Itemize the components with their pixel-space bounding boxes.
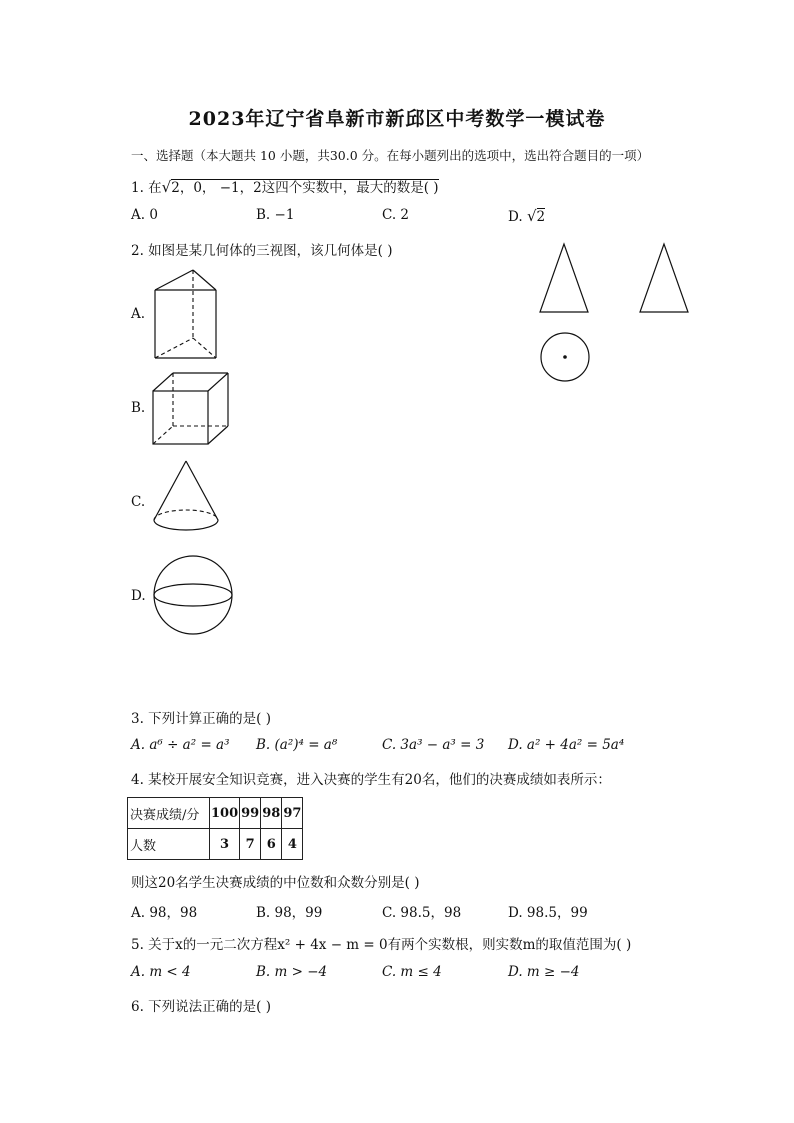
- question-4-stem: 4. 某校开展安全知识竞赛，进入决赛的学生有20名，他们的决赛成绩如表所示：: [131, 772, 611, 788]
- q2-option-a[interactable]: A.: [131, 306, 146, 322]
- table-cell: 99: [240, 798, 261, 829]
- top-view-circle: [538, 330, 592, 384]
- q3-option-b[interactable]: [256, 737, 337, 753]
- table-cell: 97: [282, 798, 303, 829]
- table-cell: 人数: [128, 829, 210, 860]
- question-5-stem: 5. 关于x的一元二次方程x² + 4x − m = 0有两个实数根，则实数m的取值范围为( ): [131, 937, 632, 953]
- sqrt-icon: √: [526, 207, 537, 225]
- q3-option-d[interactable]: [508, 737, 624, 753]
- table-cell: 100: [210, 798, 240, 829]
- triangular-prism-icon: [150, 266, 222, 362]
- q1-stem-rest: 2，0， −1，2这四个实数中，最大的数是( ): [171, 180, 439, 196]
- section-heading: 一、选择题（本大题共 10 小题，共30.0 分。在每小题列出的选项中，选出符合题目的一项）: [131, 148, 650, 163]
- table-row: [128, 798, 303, 829]
- q3-option-c[interactable]: [382, 737, 484, 753]
- q5-option-d-text: D. m ≥ −4: [508, 964, 580, 980]
- side-view-triangle: [636, 240, 692, 316]
- table-row: [128, 829, 303, 860]
- sphere-icon: [150, 552, 236, 638]
- q5-option-b-text: B. m > −4: [256, 964, 328, 980]
- q2-option-b[interactable]: B.: [131, 400, 146, 416]
- sqrt-icon: √: [161, 178, 172, 196]
- table-cell: 6: [261, 829, 282, 860]
- q1-option-c[interactable]: C. 2: [382, 207, 410, 223]
- q2-option-c[interactable]: C.: [131, 494, 146, 510]
- q5-option-d[interactable]: [508, 964, 580, 980]
- table-cell: 决赛成绩/分: [128, 798, 210, 829]
- cube-icon: [150, 370, 234, 448]
- q1-option-d[interactable]: [508, 207, 545, 225]
- q5-option-c-text: C. m ≤ 4: [382, 964, 442, 980]
- q1-stem-prefix: 1. 在: [131, 180, 162, 196]
- q3-option-a[interactable]: [131, 737, 230, 753]
- table-cell: 3: [210, 829, 240, 860]
- q4-option-c[interactable]: C. 98.5，98: [382, 905, 462, 921]
- table-cell: 98: [261, 798, 282, 829]
- question-2-stem: 2. 如图是某几何体的三视图，该几何体是( ): [131, 243, 393, 259]
- question-1-stem: [131, 176, 439, 196]
- q4-option-b[interactable]: B. 98，99: [256, 905, 323, 921]
- page-title: 2023年辽宁省阜新市新邱区中考数学一模试卷: [188, 108, 606, 130]
- q3-option-b-text: B. (a²)⁴ = a⁸: [256, 737, 338, 753]
- q4-option-a[interactable]: A. 98，98: [131, 905, 198, 921]
- question-3-stem: 3. 下列计算正确的是( ): [131, 711, 271, 727]
- q5-option-a-text: A. m < 4: [131, 964, 191, 980]
- q5-option-a[interactable]: [131, 964, 191, 980]
- q1-option-a[interactable]: A. 0: [131, 207, 158, 223]
- q4-option-d[interactable]: D. 98.5，99: [508, 905, 588, 921]
- q3-option-d-text: D. a² + 4a² = 5a⁴: [508, 737, 625, 753]
- q3-option-a-text: A. a⁶ ÷ a² = a³: [131, 737, 230, 753]
- question-4-follow: 则这20名学生决赛成绩的中位数和众数分别是( ): [131, 875, 420, 891]
- score-table: [127, 797, 303, 860]
- q1-option-d-label: D.: [508, 209, 523, 225]
- q5-option-c[interactable]: [382, 964, 442, 980]
- front-view-triangle: [536, 240, 592, 316]
- q5-option-b[interactable]: [256, 964, 327, 980]
- question-6-stem: 6. 下列说法正确的是( ): [131, 999, 271, 1015]
- q1-option-b[interactable]: B. −1: [256, 207, 295, 223]
- table-cell: 4: [282, 829, 303, 860]
- q1-option-d-value: 2: [536, 209, 546, 225]
- table-cell: 7: [240, 829, 261, 860]
- q2-option-d[interactable]: D.: [131, 588, 146, 604]
- q3-option-c-text: C. 3a³ − a³ = 3: [382, 737, 485, 753]
- cone-icon: [150, 458, 224, 542]
